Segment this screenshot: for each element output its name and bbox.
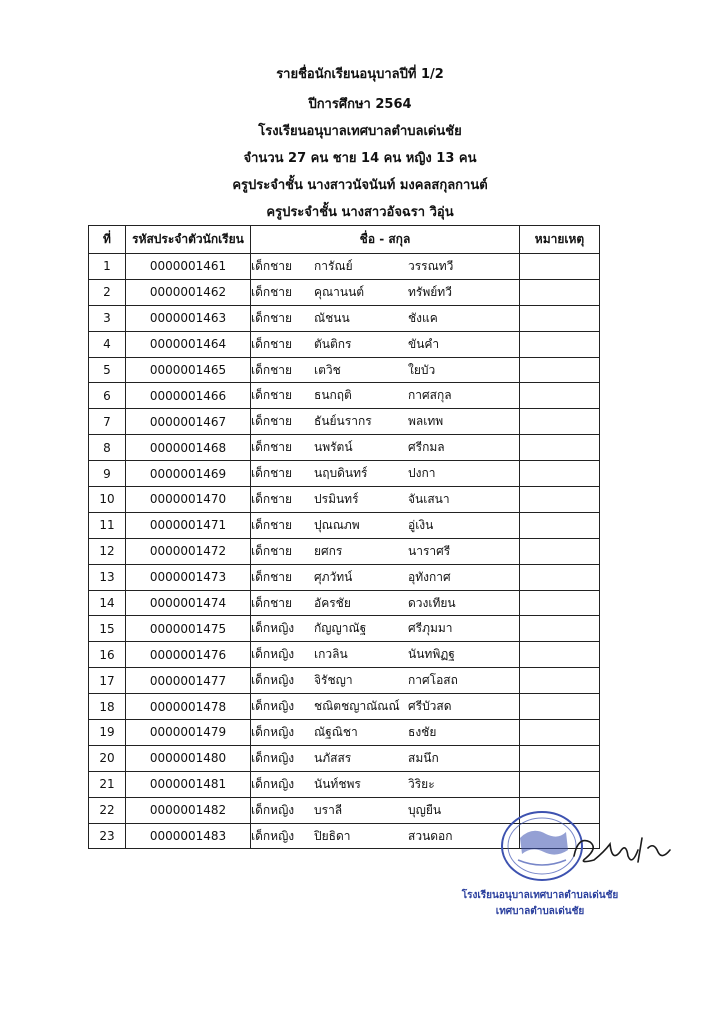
first-name: บราลี [314, 802, 343, 817]
cell-student-id: 0000001483 [126, 823, 251, 849]
cell-remark [520, 564, 600, 590]
table-row [89, 254, 600, 280]
cell-name [251, 694, 520, 720]
last-name: ทรัพย์ทวี [408, 284, 452, 299]
cell-name [251, 305, 520, 331]
first-name: กัญญาณัฐ [314, 621, 367, 636]
cell-remark [520, 720, 600, 746]
cell-name [251, 254, 520, 280]
table-row [89, 538, 600, 564]
cell-name [251, 487, 520, 513]
name-prefix: เด็กหญิง [251, 802, 295, 817]
last-name: ศรีกมล [408, 440, 445, 455]
cell-remark [520, 487, 600, 513]
cell-name [251, 720, 520, 746]
name-prefix: เด็กชาย [251, 414, 293, 429]
first-name: ชณิตชญาณัณณ์ [314, 699, 400, 714]
student-roster-table [88, 225, 600, 849]
header-no: ที่ [89, 226, 126, 254]
cell-name [251, 331, 520, 357]
cell-name [251, 642, 520, 668]
cell-name [251, 797, 520, 823]
cell-name [251, 461, 520, 487]
first-name: ธนกฤติ [314, 388, 352, 403]
table-row [89, 357, 600, 383]
cell-no: 18 [89, 694, 126, 720]
first-name: การัณย์ [314, 258, 353, 273]
cell-remark [520, 279, 600, 305]
title-school: โรงเรียนอนุบาลเทศบาลตำบลเด่นชัย [258, 124, 462, 139]
cell-student-id: 0000001471 [126, 512, 251, 538]
first-name: ธันย์นรากร [314, 414, 372, 429]
first-name: นฤบดินทร์ [314, 466, 368, 481]
cell-no: 22 [89, 797, 126, 823]
name-prefix: เด็กชาย [251, 491, 293, 506]
first-name: นันท์ชพร [314, 776, 361, 791]
cell-student-id: 0000001480 [126, 745, 251, 771]
name-prefix: เด็กชาย [251, 310, 293, 325]
table-row [89, 331, 600, 357]
table-row [89, 279, 600, 305]
cell-name [251, 823, 520, 849]
cell-remark [520, 590, 600, 616]
first-name: คุณานนต์ [314, 284, 365, 299]
cell-name [251, 409, 520, 435]
cell-student-id: 0000001462 [126, 279, 251, 305]
table-row [89, 487, 600, 513]
name-prefix: เด็กหญิง [251, 699, 295, 714]
cell-student-id: 0000001473 [126, 564, 251, 590]
cell-remark [520, 616, 600, 642]
name-prefix: เด็กชาย [251, 440, 293, 455]
cell-no: 12 [89, 538, 126, 564]
cell-name [251, 590, 520, 616]
table-row [89, 694, 600, 720]
cell-no: 3 [89, 305, 126, 331]
cell-no: 6 [89, 383, 126, 409]
first-name: นพรัตน์ [314, 440, 353, 455]
cell-student-id: 0000001475 [126, 616, 251, 642]
cell-no: 17 [89, 668, 126, 694]
header-student-id: รหัสประจำตัวนักเรียน [126, 226, 251, 254]
cell-student-id: 0000001465 [126, 357, 251, 383]
last-name: นาราศรี [408, 543, 451, 558]
table-row [89, 461, 600, 487]
cell-student-id: 0000001482 [126, 797, 251, 823]
title-teacher-1: ครูประจำชั้น นางสาวนัจนันท์ มงคลสกุลกานต์ [232, 178, 488, 193]
cell-name [251, 357, 520, 383]
title-academic-year: ปีการศึกษา 2564 [308, 97, 412, 112]
last-name: ดวงเทียน [408, 595, 456, 610]
name-prefix: เด็กหญิง [251, 724, 295, 739]
last-name: อุทังกาศ [408, 569, 451, 584]
table-row [89, 383, 600, 409]
table-row [89, 642, 600, 668]
cell-remark [520, 435, 600, 461]
table-row [89, 668, 600, 694]
cell-remark [520, 383, 600, 409]
last-name: วิริยะ [408, 776, 435, 791]
cell-no: 15 [89, 616, 126, 642]
cell-student-id: 0000001467 [126, 409, 251, 435]
cell-remark [520, 254, 600, 280]
first-name: เกวลิน [314, 647, 348, 662]
name-prefix: เด็กชาย [251, 517, 293, 532]
cell-name [251, 279, 520, 305]
header-name: ชื่อ - สกุล [251, 226, 520, 254]
cell-remark [520, 461, 600, 487]
name-prefix: เด็กชาย [251, 595, 293, 610]
table-row [89, 590, 600, 616]
last-name: จันเสนา [408, 491, 450, 506]
cell-remark [520, 331, 600, 357]
last-name: ศรีภุมมา [408, 621, 453, 636]
cell-student-id: 0000001469 [126, 461, 251, 487]
title-class: รายชื่อนักเรียนอนุบาลปีที่ 1/2 [276, 67, 444, 82]
cell-name [251, 435, 520, 461]
name-prefix: เด็กชาย [251, 569, 293, 584]
cell-no: 8 [89, 435, 126, 461]
first-name: อัครชัย [314, 595, 351, 610]
table-row [89, 435, 600, 461]
cell-remark [520, 305, 600, 331]
cell-remark [520, 512, 600, 538]
cell-no: 14 [89, 590, 126, 616]
title-teacher-2: ครูประจำชั้น นางสาวอัจฉรา วิอุ่น [266, 205, 454, 220]
cell-student-id: 0000001478 [126, 694, 251, 720]
cell-no: 2 [89, 279, 126, 305]
cell-name [251, 616, 520, 642]
cell-student-id: 0000001463 [126, 305, 251, 331]
cell-student-id: 0000001468 [126, 435, 251, 461]
stamp-caption-municipality: เทศบาลตำบลเด่นชัย [495, 906, 585, 917]
cell-no: 10 [89, 487, 126, 513]
cell-no: 20 [89, 745, 126, 771]
cell-student-id: 0000001470 [126, 487, 251, 513]
cell-remark [520, 771, 600, 797]
name-prefix: เด็กหญิง [251, 828, 295, 843]
first-name: ปรมินทร์ [314, 491, 359, 506]
cell-student-id: 0000001461 [126, 254, 251, 280]
name-prefix: เด็กชาย [251, 284, 293, 299]
cell-name [251, 771, 520, 797]
name-prefix: เด็กชาย [251, 466, 293, 481]
last-name: อู่เงิน [408, 517, 434, 532]
cell-student-id: 0000001474 [126, 590, 251, 616]
last-name: พลเทพ [408, 414, 444, 429]
name-prefix: เด็กหญิง [251, 673, 295, 688]
last-name: ศรีบัวสด [408, 699, 452, 714]
cell-no: 5 [89, 357, 126, 383]
table-row [89, 616, 600, 642]
name-prefix: เด็กชาย [251, 336, 293, 351]
table-row [89, 409, 600, 435]
cell-remark [520, 668, 600, 694]
name-prefix: เด็กชาย [251, 258, 293, 273]
first-name: เตวิช [314, 362, 341, 377]
stamp-caption-school: โรงเรียนอนุบาลเทศบาลตำบลเด่นชัย [461, 890, 619, 901]
cell-no: 23 [89, 823, 126, 849]
cell-no: 4 [89, 331, 126, 357]
table-row [89, 771, 600, 797]
signature-icon [568, 822, 688, 872]
cell-student-id: 0000001472 [126, 538, 251, 564]
cell-no: 11 [89, 512, 126, 538]
cell-remark [520, 409, 600, 435]
cell-remark [520, 694, 600, 720]
last-name: กาศสกุล [408, 388, 452, 403]
cell-student-id: 0000001476 [126, 642, 251, 668]
name-prefix: เด็กหญิง [251, 776, 295, 791]
name-prefix: เด็กชาย [251, 543, 293, 558]
cell-remark [520, 538, 600, 564]
first-name: ปุณณภพ [314, 517, 360, 532]
table-row [89, 512, 600, 538]
cell-no: 13 [89, 564, 126, 590]
name-prefix: เด็กหญิง [251, 750, 295, 765]
first-name: นภัสสร [314, 750, 352, 765]
cell-name [251, 512, 520, 538]
cell-no: 16 [89, 642, 126, 668]
first-name: ปิยธิดา [314, 828, 351, 843]
cell-student-id: 0000001477 [126, 668, 251, 694]
cell-name [251, 564, 520, 590]
name-prefix: เด็กชาย [251, 388, 293, 403]
cell-remark [520, 642, 600, 668]
last-name: ปงกา [408, 466, 436, 481]
cell-student-id: 0000001479 [126, 720, 251, 746]
last-name: ชังแค [408, 310, 438, 325]
cell-remark [520, 357, 600, 383]
first-name: จิรัชญา [314, 673, 353, 688]
table-row [89, 305, 600, 331]
cell-student-id: 0000001464 [126, 331, 251, 357]
cell-name [251, 538, 520, 564]
cell-name [251, 668, 520, 694]
cell-no: 7 [89, 409, 126, 435]
cell-no: 9 [89, 461, 126, 487]
cell-student-id: 0000001466 [126, 383, 251, 409]
last-name: กาศโอสถ [408, 673, 458, 688]
first-name: ยศกร [314, 543, 343, 558]
cell-name [251, 745, 520, 771]
first-name: ณัชนน [314, 310, 350, 325]
last-name: ธงชัย [408, 724, 437, 739]
cell-no: 19 [89, 720, 126, 746]
cell-student-id: 0000001481 [126, 771, 251, 797]
last-name: บุญยืน [408, 802, 442, 817]
table-row [89, 745, 600, 771]
table-header-row [89, 226, 600, 254]
last-name: วรรณทวี [408, 258, 454, 273]
first-name: ตันติกร [314, 336, 352, 351]
table-body [89, 254, 600, 849]
cell-no: 21 [89, 771, 126, 797]
last-name: ขันคำ [408, 336, 440, 351]
last-name: สวนดอก [408, 828, 453, 843]
name-prefix: เด็กหญิง [251, 647, 295, 662]
name-prefix: เด็กหญิง [251, 621, 295, 636]
header-remark: หมายเหตุ [520, 226, 600, 254]
cell-name [251, 383, 520, 409]
table-row [89, 720, 600, 746]
name-prefix: เด็กชาย [251, 362, 293, 377]
table-row [89, 564, 600, 590]
first-name: ศุภวัทน์ [314, 569, 353, 584]
last-name: นันทพิฏฐ [408, 647, 455, 662]
title-student-count: จำนวน 27 คน ชาย 14 คน หญิง 13 คน [243, 151, 477, 166]
last-name: สมนึก [408, 750, 439, 765]
last-name: ใยบัว [408, 362, 436, 377]
cell-remark [520, 745, 600, 771]
first-name: ณัฐณิชา [314, 724, 358, 739]
cell-no: 1 [89, 254, 126, 280]
